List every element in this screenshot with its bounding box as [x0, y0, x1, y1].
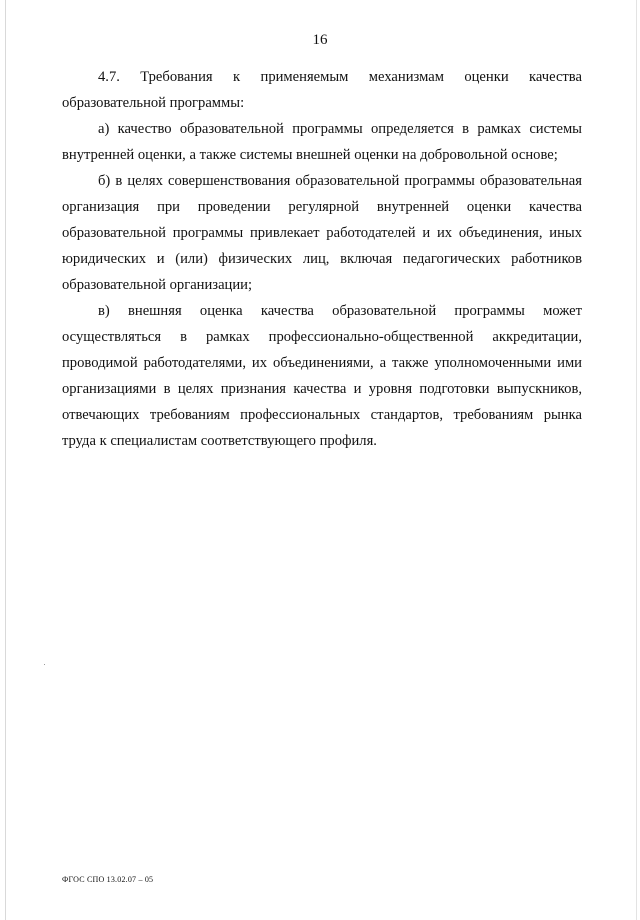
- paragraph-a: а) качество образовательной программы определяется в рамках системы внутренней оценки, а также системы внешней оценки на добровольной основе;: [62, 121, 582, 163]
- document-footer: ФГОС СПО 13.02.07 – 05: [62, 875, 154, 884]
- paragraph-v: в) внешняя оценка качества образовательной программы может осуществляться в рамках профессионально-общественной аккредитации, проводимой работодателями, их объединениями, а также уполномоченными ими организациями в целях признания качества и уровня подготовки выпускников, отвечающих требованиям профессиональных стандартов, требованиям рынка труда к специалистам соответствующего профиля.: [62, 303, 582, 449]
- document-body: [62, 64, 582, 454]
- scan-speck: [44, 664, 45, 665]
- paragraph-4-7: 4.7. Требования к применяемым механизмам оценки качества образовательной программы:: [62, 69, 582, 111]
- paragraph-b: б) в целях совершенствования образовательной программы образовательная организация при проведении регулярной внутренней оценки качества образовательной программы привлекает работодателей и их объединения, иных юридических и (или) физических лиц, включая педагогических работников образовательной организации;: [62, 173, 582, 293]
- scan-left-edge: [5, 0, 6, 920]
- page-number: 16: [312, 32, 328, 48]
- scan-right-edge: [636, 0, 637, 920]
